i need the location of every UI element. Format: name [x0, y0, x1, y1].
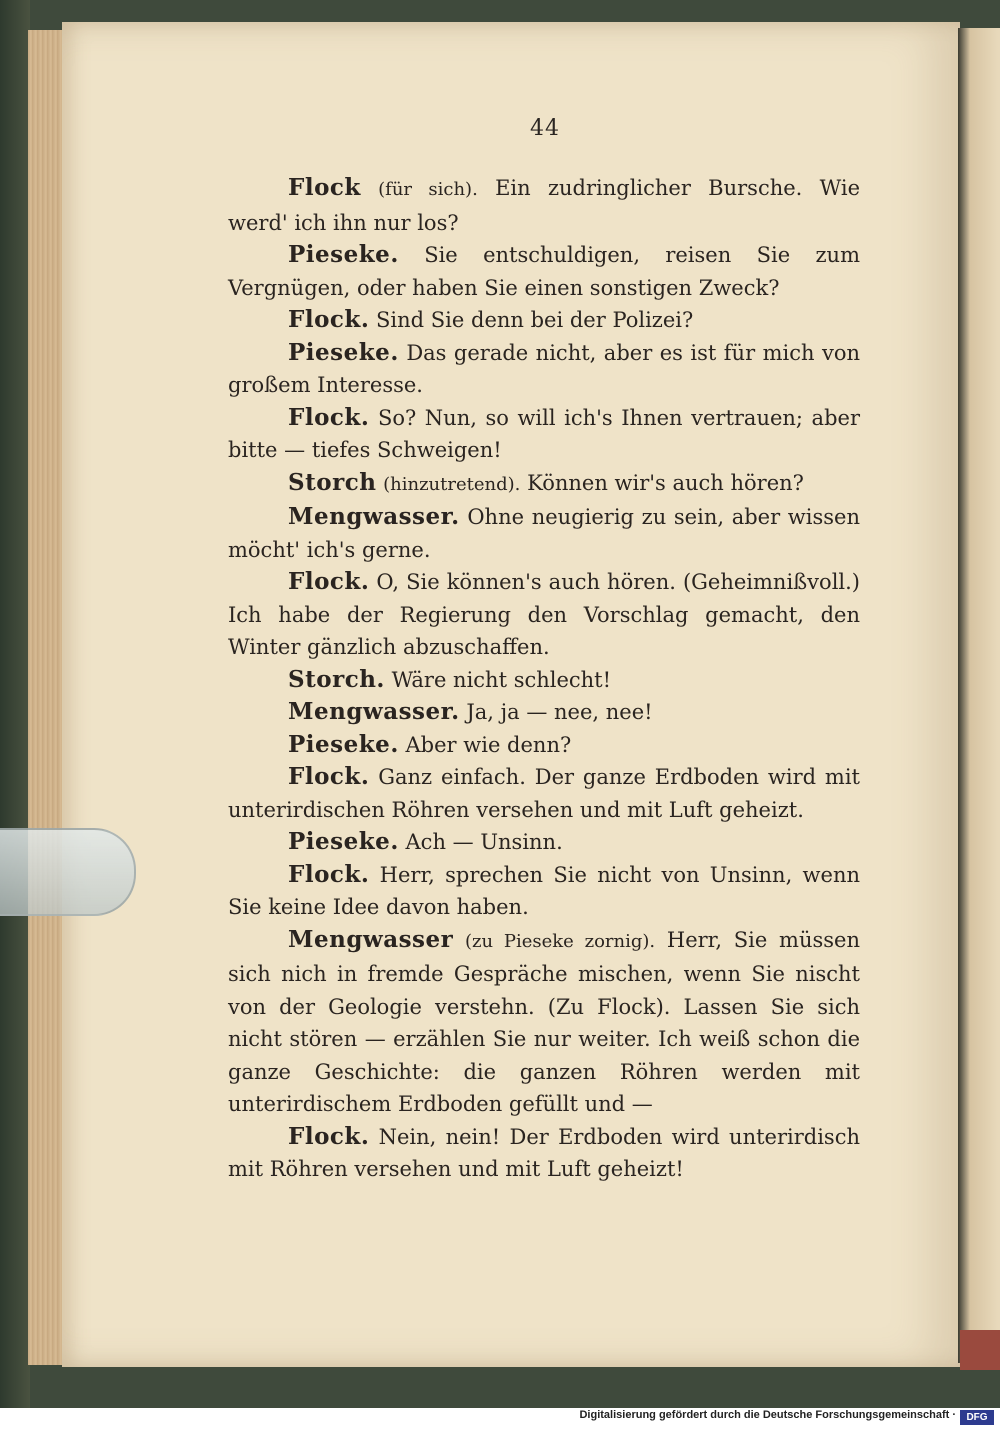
- dialogue-paragraph: [228, 304, 860, 337]
- speaker-name: Storch.: [288, 665, 385, 693]
- dialogue-text: Ganz einfach. Der ganze Erdboden wird mit unterirdischen Röhren versehen und mit Luft geheizt.: [228, 765, 860, 822]
- dialogue-paragraph: [228, 859, 860, 924]
- dialogue-paragraph: [228, 239, 860, 304]
- speaker-name: Mengwasser.: [288, 503, 460, 530]
- dialogue-paragraph: [228, 826, 860, 859]
- speaker-name: Storch: [288, 468, 377, 496]
- footer-credit: Digitalisierung gefördert durch die Deutsche Forschungsgemeinschaft ·: [579, 1409, 956, 1421]
- page-text: [228, 172, 860, 1186]
- stage-direction: (hinzutretend).: [383, 473, 521, 495]
- speaker-name: Flock.: [288, 568, 370, 595]
- stage-direction: (für sich).: [378, 179, 478, 200]
- speaker-name: Flock: [288, 174, 361, 201]
- dialogue-text: Sie entschuldigen, reisen Sie zum Vergnügen, oder haben Sie einen sonstigen Zweck?: [228, 243, 860, 300]
- page-clip: [0, 828, 136, 916]
- dialogue-paragraph: [228, 337, 860, 402]
- facing-page-edge: [958, 28, 1000, 1363]
- dialogue-paragraph: [228, 696, 860, 729]
- speaker-name: Flock.: [288, 860, 370, 888]
- dialogue-text: Ohne neugierig zu sein, aber wissen möcht' ich's gerne.: [228, 505, 861, 562]
- dialogue-paragraph: [228, 467, 860, 502]
- dialogue-text: Nein, nein! Der Erdboden wird unterirdisch mit Röhren versehen und mit Luft geheizt!: [228, 1124, 860, 1181]
- dialogue-paragraph: [228, 501, 860, 566]
- dialogue-text: Ach — Unsinn.: [405, 830, 563, 854]
- dialogue-paragraph: [228, 729, 860, 762]
- speaker-name: Pieseke.: [288, 241, 399, 268]
- speaker-name: Mengwasser: [288, 925, 454, 953]
- speaker-name: Pieseke.: [288, 730, 399, 758]
- dialogue-text: Wäre nicht schlecht!: [391, 667, 612, 692]
- facing-page-corner: [960, 1330, 1000, 1370]
- dialogue-paragraph: [228, 664, 860, 697]
- dialogue-paragraph: [228, 761, 860, 826]
- dialogue-paragraph: [228, 402, 860, 467]
- speaker-name: Mengwasser.: [288, 698, 460, 725]
- dialogue-text: So? Nun, so will ich's Ihnen vertrauen; aber bitte — tiefes Schweigen!: [228, 405, 860, 462]
- dialogue-text: Können wir's auch hören?: [527, 470, 804, 495]
- dialogue-paragraph: [228, 172, 860, 239]
- dialogue-text: Herr, sprechen Sie nicht von Unsinn, wenn Sie keine Idee davon haben.: [228, 862, 860, 919]
- dialogue-paragraph: [228, 924, 860, 1121]
- dialogue-text: Sind Sie denn bei der Polizei?: [376, 308, 694, 332]
- page-number: 44: [530, 116, 560, 141]
- dialogue-text: Herr, Sie müssen sich nich in fremde Gespräche mischen, wenn Sie nischt von der Geologie verstehn. (Zu Flock). Lassen Sie sich nicht stören — erzählen Sie nur weiter. Ich weiß schon die ganze Geschichte: die ganzen Röhren werden mit unterirdischem Erdboden gefüllt und —: [228, 927, 860, 1116]
- speaker-name: Pieseke.: [288, 338, 399, 366]
- speaker-name: Flock.: [288, 306, 370, 333]
- speaker-name: Flock.: [288, 403, 370, 431]
- dialogue-text: Ein zudringlicher Bursche. Wie werd' ich ihn nur los?: [228, 176, 860, 235]
- speaker-name: Flock.: [288, 763, 370, 790]
- dfg-logo: DFG: [960, 1410, 994, 1425]
- dialogue-paragraph: [228, 1121, 860, 1186]
- dialogue-text: O, Sie können's auch hören. (Geheimnißvoll.) Ich habe der Regierung den Vorschlag gemacht, den Winter gänzlich abzuschaffen.: [228, 570, 860, 659]
- speaker-name: Flock.: [288, 1122, 370, 1150]
- dialogue-text: Aber wie denn?: [405, 732, 572, 757]
- book-cover-edge: [0, 0, 30, 1410]
- dialogue-text: Ja, ja — nee, nee!: [466, 700, 653, 724]
- stage-direction: (zu Pieseke zornig).: [464, 930, 656, 952]
- dialogue-text: Das gerade nicht, aber es ist für mich von großem Interesse.: [228, 340, 861, 397]
- dialogue-paragraph: [228, 566, 860, 664]
- speaker-name: Pieseke.: [288, 828, 399, 855]
